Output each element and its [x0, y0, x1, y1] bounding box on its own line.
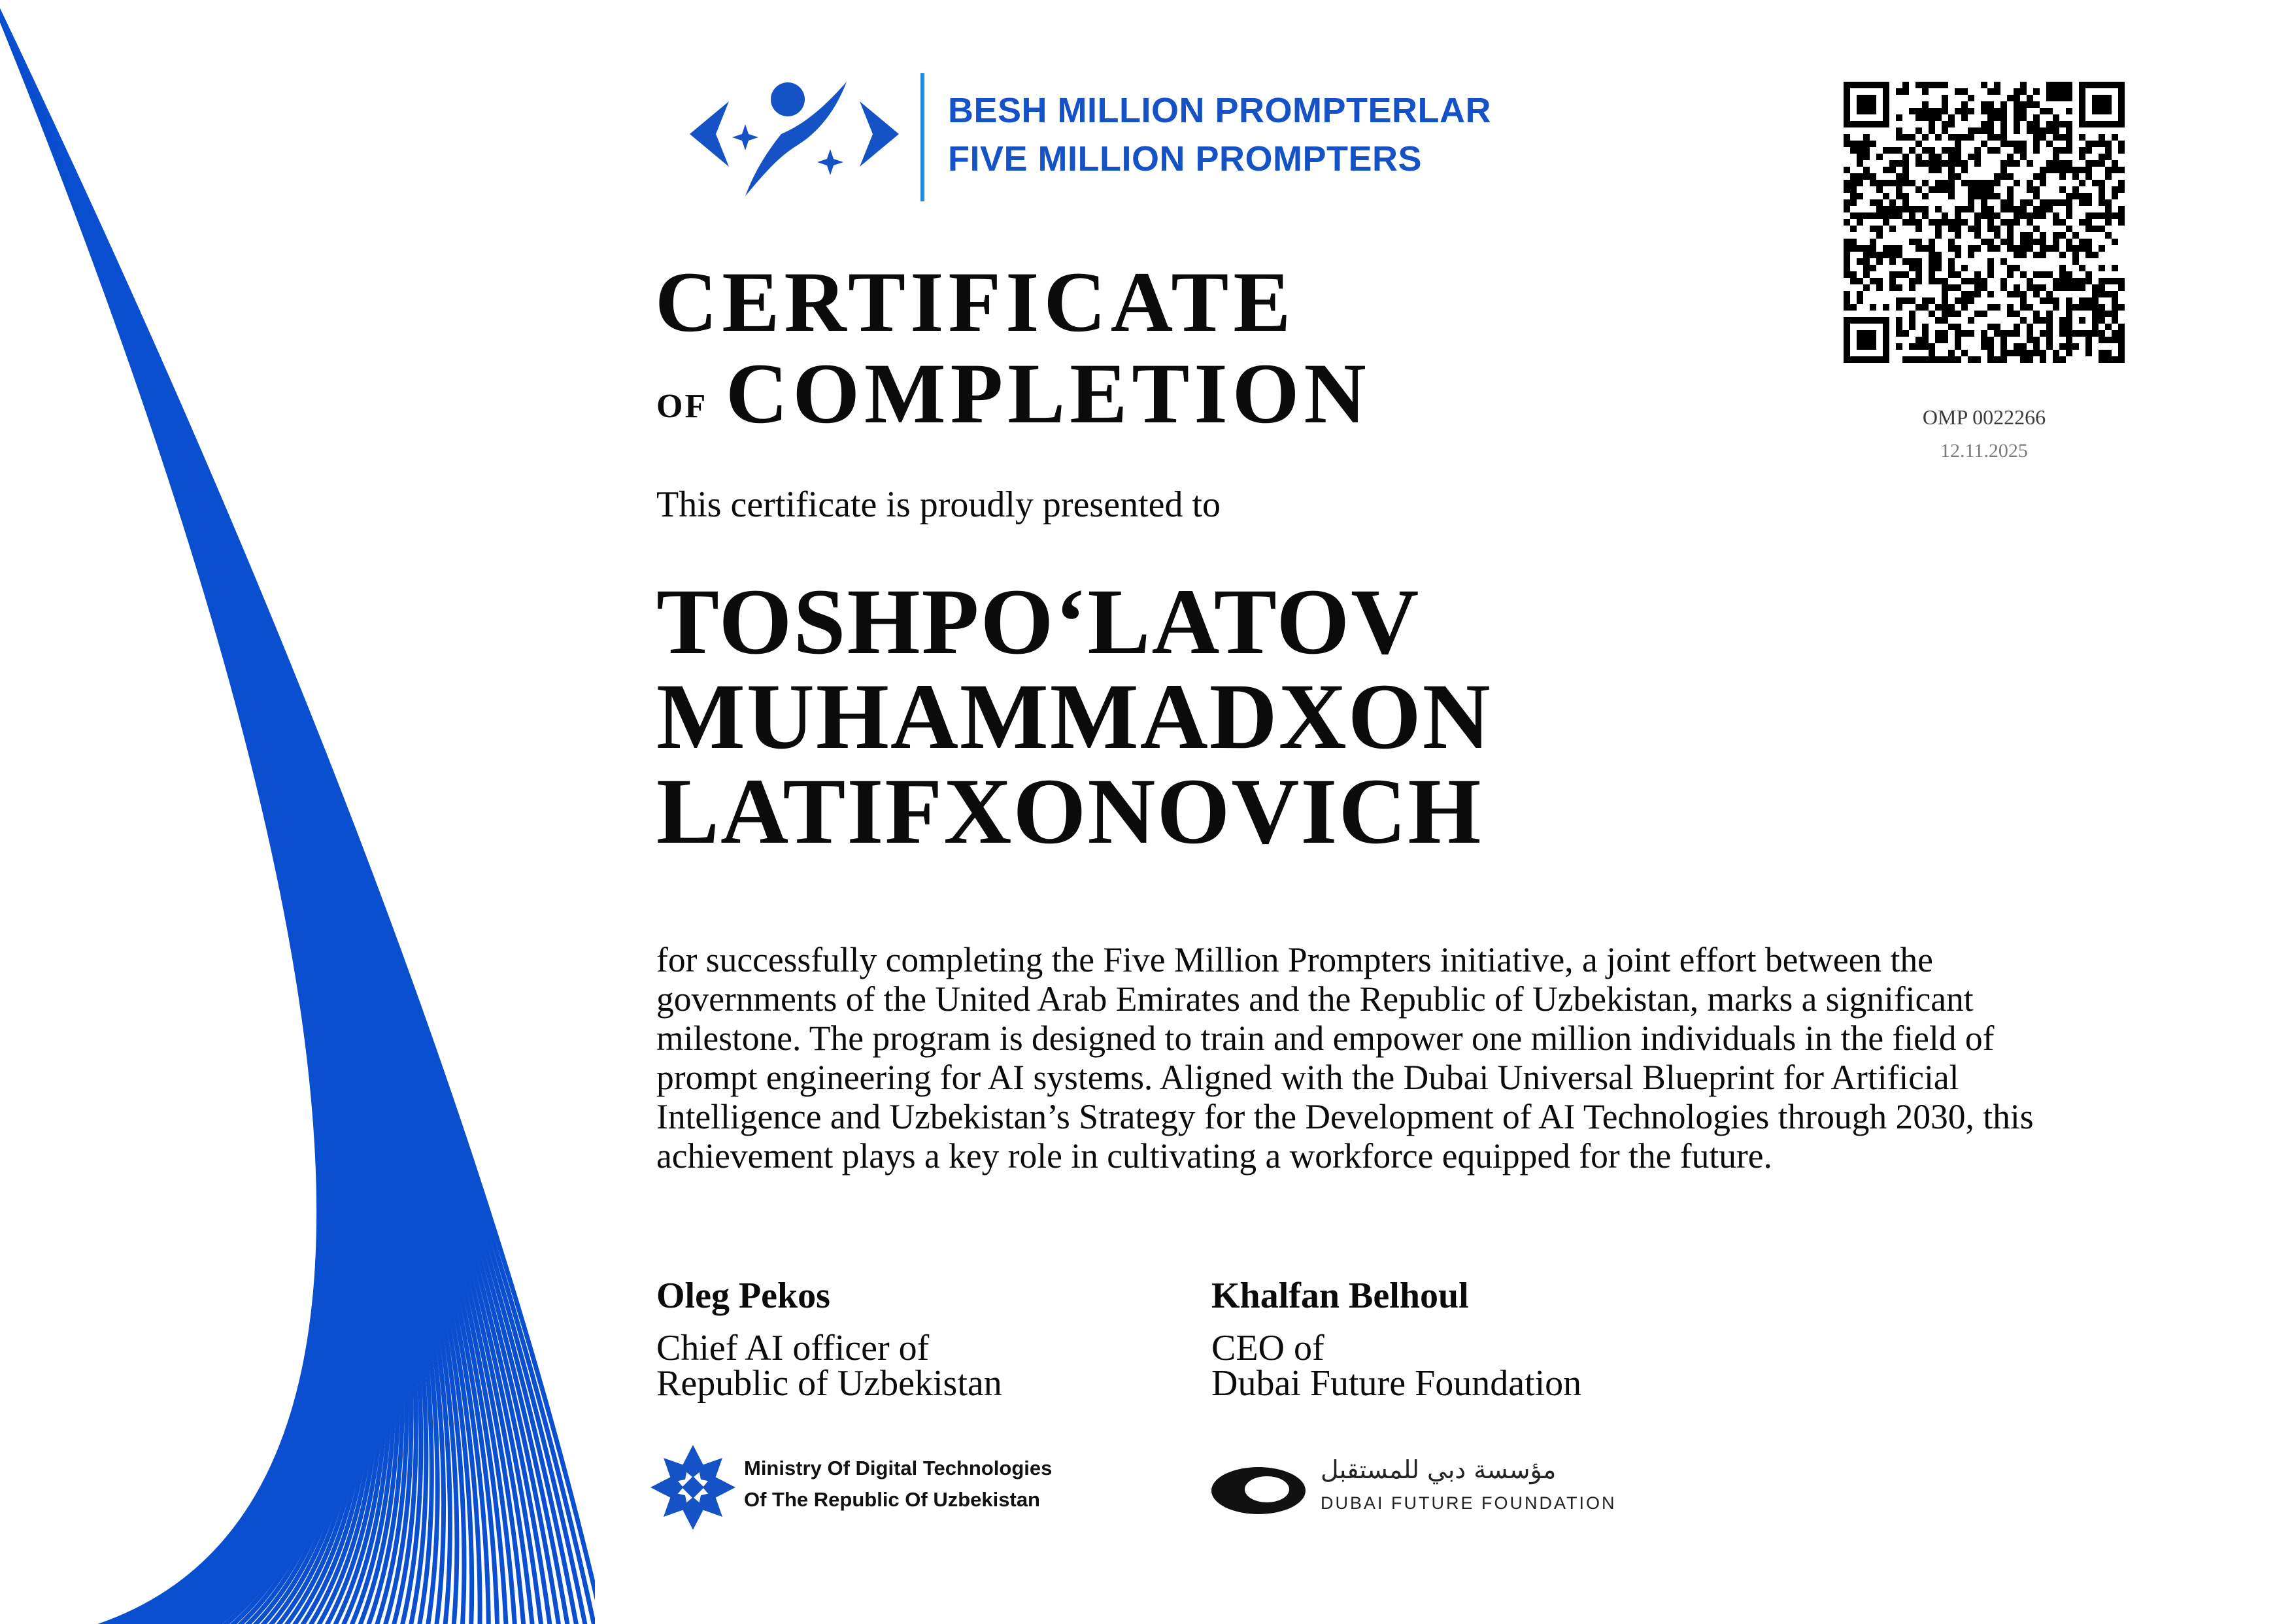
signatory-2-role-line2: Dubai Future Foundation — [1211, 1363, 1582, 1404]
signatory-1-role-line2: Republic of Uzbekistan — [656, 1363, 1002, 1404]
signatory-1-role-line1: Chief AI officer of — [656, 1328, 930, 1368]
ministry-emblem-icon — [647, 1442, 739, 1533]
dff-name-arabic: مؤسسة دبي للمستقبل — [1321, 1455, 1557, 1484]
brand-name-english: FIVE MILLION PROMPTERS — [948, 139, 1423, 178]
recipient-given-name: MUHAMMADXON — [656, 665, 1492, 769]
title-completion: COMPLETION — [726, 345, 1371, 441]
certificate-body-text: for successfully completing the Five Million Prompters initiative, a joint effort between the governments of the United Arab Emirates and the Republic of Uzbekistan, marks a significant milestone. The program is designed to train and empower one million individuals in the field of prompt engineering for AI systems. Aligned with the Dubai Universal Blueprint for Artificial Intelligence and Uzbekistan’s Strategy for the Development of AI Technologies through 2030, this achievement plays a key role in cultivating a workforce equipped for the future. — [656, 940, 2034, 1176]
ministry-name-line1: Ministry Of Digital Technologies — [744, 1457, 1053, 1480]
brand-name-uzbek: BESH MILLION PROMPTERLAR — [948, 91, 1491, 130]
prompter-figure-logo-icon — [683, 72, 905, 203]
dff-eye-logo-icon — [1209, 1464, 1307, 1517]
decorative-line-art — [0, 0, 595, 1624]
ministry-name-line2: Of The Republic Of Uzbekistan — [744, 1488, 1040, 1511]
signatory-2-name: Khalfan Belhoul — [1211, 1276, 1469, 1316]
recipient-patronymic: LATIFXONOVICH — [656, 760, 1483, 864]
title-of: OF — [656, 388, 708, 425]
title-certificate: CERTIFICATE — [655, 254, 1296, 350]
certificate-date: 12.11.2025 — [1940, 440, 2028, 462]
signatory-2-role-line1: CEO of — [1211, 1328, 1324, 1368]
presented-to-text: This certificate is proudly presented to — [656, 484, 1221, 525]
signatory-1-name: Oleg Pekos — [656, 1276, 830, 1316]
recipient-surname: TOSHPO‘LATOV — [656, 570, 1421, 674]
brand-divider — [920, 73, 924, 201]
certificate-id: OMP 0022266 — [1922, 405, 2046, 429]
dff-name-english: DUBAI FUTURE FOUNDATION — [1321, 1493, 1617, 1513]
qr-code-icon — [1844, 82, 2125, 363]
